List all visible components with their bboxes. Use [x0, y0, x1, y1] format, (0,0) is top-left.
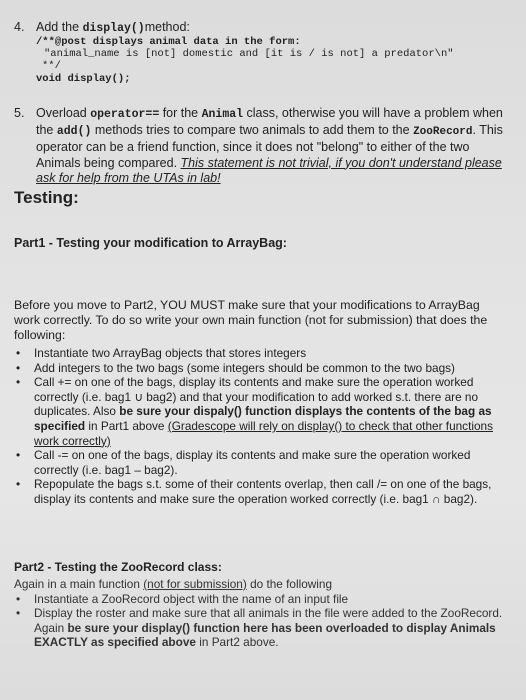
code-line: /**@post displays animal data in the form: [36, 36, 301, 48]
bullet-icon: • [16, 346, 21, 360]
list-item: • Repopulate the bags s.t. some of their contents overlap, then call /= on one of the bags, display its contents and make sure the operation worked correctly (i.e. bag1 ∩ bag2). [16, 477, 492, 506]
item-number: 4. [14, 20, 25, 34]
list-item: • Call += on one of the bags, display its contents and make sure the operation worked correctly (i.e. bag1 ∪ bag2) and that your modification to add worked s.t. there are no duplicates. Also be sure your dispaly() function displays the contents of the bag as specified in Part1 above (Gradescope will rely on display() to check that other functions work correctly) [16, 375, 494, 448]
bullet-icon: • [16, 477, 21, 492]
list-item: • Display the roster and make sure that all animals in the file were added to the ZooRecord. Again be sure your display() function here has been overloaded to display Animals EXACTLY as specified above in Part2 above. [16, 606, 503, 650]
bullet-icon: • [16, 375, 21, 390]
bullet-icon: • [16, 360, 21, 375]
part1-paragraph: Before you move to Part2, YOU MUST make sure that your modifications to ArrayBag work correctly. To do so write your own main function (not for submission) that does the following: [14, 298, 488, 342]
item-5-text: Overload operator== for the Animal class, otherwise you will have a problem when the add() methods tries to compare two animals to add them to the ZooRecord. This operator can be a friend function, since it does not "belong" to either of the two Animals being compared. This statement is not trivial, if you don't understand please ask for help from the UTAs in lab! [36, 106, 503, 185]
bullet-icon: • [16, 606, 21, 621]
list-item: • Add integers to the two bags (some integers should be common to the two bags) [16, 360, 455, 375]
part1-bullet-list [14, 346, 509, 507]
code-line: void display(); [36, 73, 131, 85]
part2-intro: Again in a main function (not for submission) do the following [14, 577, 333, 591]
bullet-icon: • [16, 448, 21, 463]
list-item: • Instantiate two ArrayBag objects that stores integers [16, 346, 307, 360]
part2-content [14, 577, 509, 650]
part1-heading: Part1 - Testing your modification to ArrayBag: [14, 236, 287, 250]
code-line: "animal_name is [not] domestic and [it is / is not] a predator\n" [44, 48, 454, 60]
warning-note: This statement is not trivial, if you don't understand please ask for help from the UTAs in lab! [36, 155, 502, 185]
part2-heading: Part2 - Testing the ZooRecord class: [14, 560, 222, 574]
list-item: • Instantiate a ZooRecord object with the name of an input file [16, 591, 349, 606]
list-item: • Call -= on one of the bags, display its contents and make sure the operation worked correctly (i.e. bag1 – bag2). [16, 448, 471, 477]
code-line: **/ [42, 60, 61, 72]
item-4-title: Add the display()method: [36, 20, 190, 35]
item-4 [14, 20, 514, 100]
section-heading-testing: Testing: [14, 188, 79, 207]
bullet-icon: • [16, 591, 21, 606]
item-number: 5. [14, 106, 25, 120]
